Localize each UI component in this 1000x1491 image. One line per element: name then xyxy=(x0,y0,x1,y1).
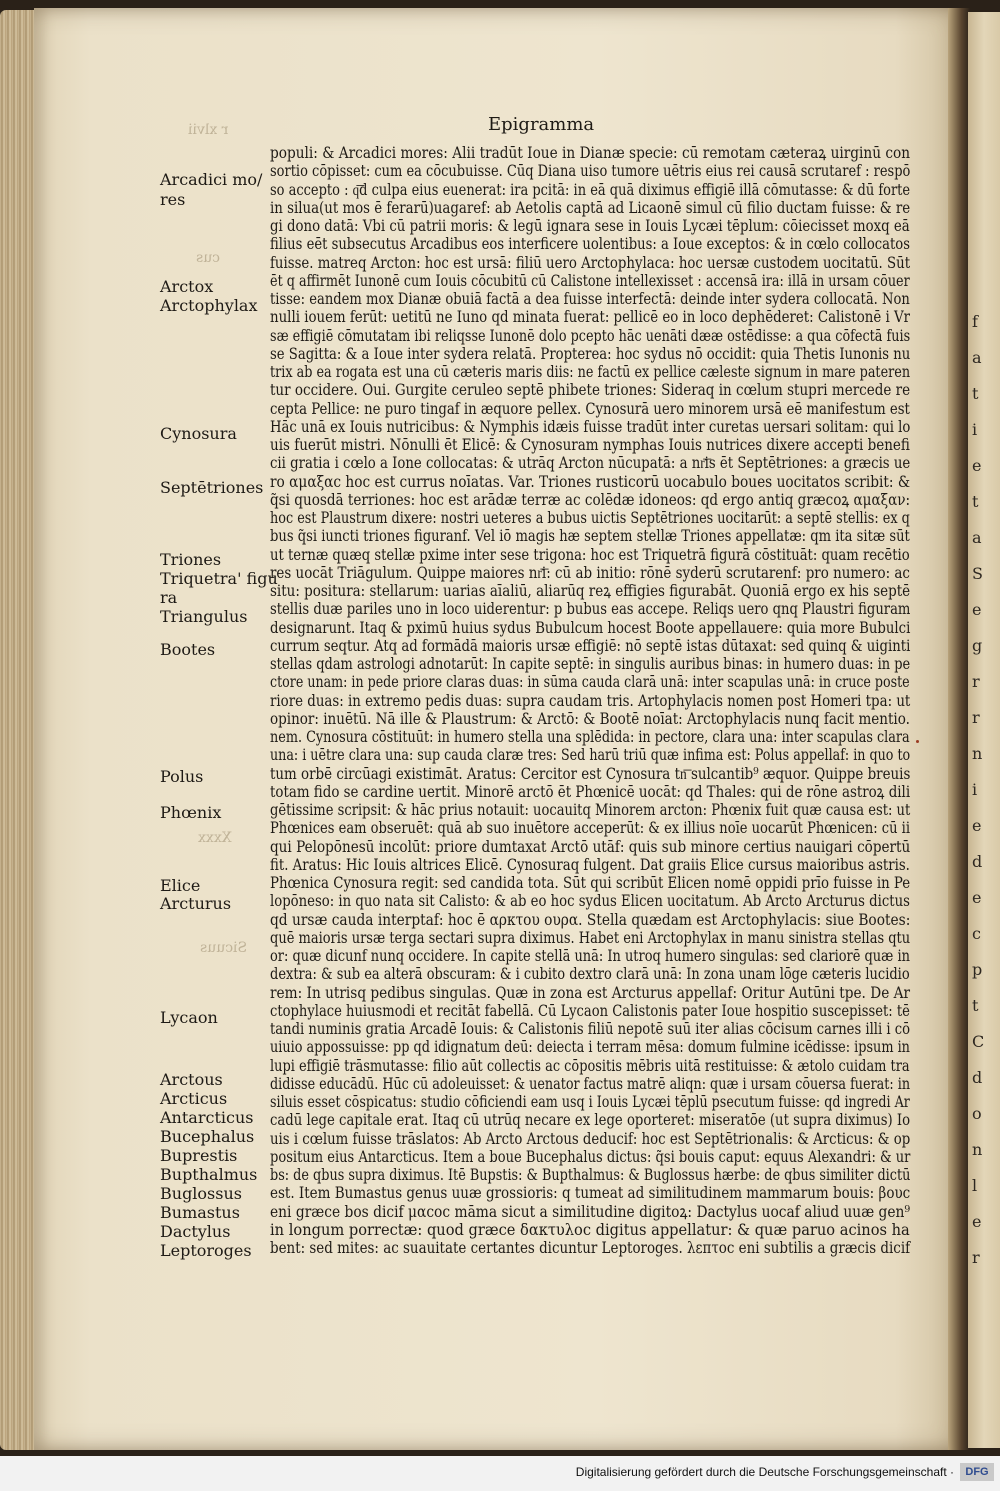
text-line: opinor: inuētū. Nā ille & Plaustrum: & Arctō: & Bootē noīat: Arctophylacis nunq facit mentio. xyxy=(270,708,910,728)
margin-note: Buprestis xyxy=(160,1146,238,1165)
text-line: qui Pelopōnesū incolūt: priore dumtaxat Arctō utāf: quis sub minore certius nauigari cōpertū xyxy=(270,836,911,856)
text-line: populi: & Arcadici mores: Alii tradūt Ioue in Dianæ specie: cū remotam cæteraꝝ uirginū con xyxy=(270,143,911,162)
text-line: totam fido se cardine uertit. Minorē arctō ēt Phœnicē uocāt: qd Thales: qui de rōne astroꝝ dili xyxy=(270,781,911,801)
text-line: tum orbē circūagi existimāt. Aratus: Cercitor est Cynosura tn͞ sulcantib⁹ æquor. Quippe breuis xyxy=(270,763,911,783)
margin-note: Leptoroges xyxy=(160,1241,252,1260)
right-page-fragment: n xyxy=(972,744,983,763)
margin-note: Dactylus xyxy=(160,1222,231,1241)
text-line: gētissime scripsit: & hāc prius notauit: uocauitq Minorem arcton: Phœnix fuit quæ causa est: ut xyxy=(270,800,911,819)
text-line: stellis duæ pariles uno in loco uiderentur: p bubus eas accepe. Reliqs uero qnq Plaustri figuram xyxy=(270,599,911,619)
right-page-fragment: e xyxy=(972,816,982,835)
margin-note: Antarcticus xyxy=(160,1108,254,1127)
text-line: nem. Cynosura cōstituūt: in humero stella una splēdida: in pectore, clara una: inter scapulas clara xyxy=(270,727,910,746)
text-line: in longum porrectæ: quod græce δακτυλοϲ digitus appellatur: & quæ paruo acinos ha xyxy=(270,1219,910,1239)
text-line: fit. Aratus: Hic Iouis altrices Elicē. Cynosuraq fulgent. Dat graiis Elice cursus maioribus astris. xyxy=(270,854,910,874)
right-page-fragment: r xyxy=(972,1248,980,1267)
text-line: ro αμαξαϲ hoc est currus noīatas. Var. Triones rusticorū uocabulo boues uocitatos scribit: & xyxy=(270,471,911,491)
text-line: cepta Pellice: ne puro tingaf in æquore pellex. Cynosurā uero minorem ursā eē manifestum est xyxy=(270,398,910,418)
right-page-edge xyxy=(968,12,1000,1448)
right-page-fragment: e xyxy=(972,888,982,907)
text-line: eni græce bos dicif μαϲοϲ māma sicut a similitudine digitoꝝ: Dactylus uocaf aliud uuæ gen⁹ xyxy=(270,1201,910,1221)
right-page-fragment: C xyxy=(972,1032,985,1051)
text-line: ctore unam: in pede priore claras duas: in sūma cauda clarā unā: inter scapulas unā: in cruce poste xyxy=(270,672,910,692)
text-line: lopōneso: in quo nata sit Calisto: & ab eo hoc sydus Elicen uocitatum. Ab Arcto Arcturus dictus xyxy=(270,891,910,911)
text-line: positum eius Antarcticus. Item a boue Bucephalus dictus: q̃si bouis caput: equus Alexandri: & ur xyxy=(270,1146,911,1166)
text-line: est. Item Bumastus genus uuæ grossioris: q tumeat ad similitudinem mammarum bouis: βουϲ xyxy=(270,1183,911,1203)
right-page-fragment: g xyxy=(972,636,983,655)
margin-note: Arcturus xyxy=(160,894,232,913)
margin-note: Polus xyxy=(160,767,204,786)
right-page-fragment: f xyxy=(972,312,978,331)
text-line: stellas qdam astrologi adnotarūt: In capite septē: in singulis auribus binas: in humero duas: in pe xyxy=(270,654,911,673)
text-line: cadū lege capitale erat. Itaq cū utrūq necare ex lege oporteret: miseratōe (ut supra diximus) Io xyxy=(270,1110,911,1130)
margin-note: Arctophylax xyxy=(160,296,258,315)
text-line: uiuio appossuisse: pp qd idignatum deū: deiecta i terram mēsa: domum fulmine icēdisse: ipsum in xyxy=(270,1037,910,1057)
margin-note: Phœnix xyxy=(160,803,222,822)
text-line: Phœnices eam obseruēt: quā ab suo inuētore acceperūt: & ex illius noīe uocarūt Phœnicen: cū ii xyxy=(270,818,911,838)
text-line: uis i cœlum fuisse trāslatos: Ab Arcto Arctous deducif: hoc est Septētrionalis: & Arcticus: & op xyxy=(270,1128,911,1148)
book-scan: f a t i e t a S e g r r n i e d e c p t C d o n l e r r xlvii cus Xxxx Sicuus Epigramma Arcadici mo/ res Arctox Arctophylax Cynosura Septētriones Triones Triquetra' figu ra Triangulus Bootes Polus Phœnix Elice Arcturus Lycaon Arctous Arcticus Antarcticus Bucephalus Buprestis Bupthalmus Buglossus Bumastus Dactylus Leptoroges populi: & Arcadici mores: Alii tradūt Ioue in Dianæ specie: cū remotam cæteraꝝ uirginū con sortio cōpisset: cum ea cōcubuisse. Cūq Diana uiso tumore uētris eius rei causā scrutaref : respō so accepto : q͞d culpa eius euenerat: ira pcitā: in eā quā diximus effigiē illā cōmutasse: & dū forte in silua(ut mos ē ferarū)uagaref: ab Aetolis captā ad Licaonē simul cū filio ductam fuisse: & re gi dono datā: Vbi cū patrii moris: & legū ignara sese in Iouis Lycæi tēplum: cōiecisset moxq eā filius eēt subsecutus Arcadibus eos interficere uolentibus: a Ioue exceptos: & in cœlo collocatos fuisse. matreq Arcton: hoc est ursā: filiū uero Arctophylaca: hoc uersæ custodem uocitatū. Sūt ēt q affirmēt Iunonē cum Iouis cōcubitū cū Calistone intellexisset : accensā ira: illā in ursam cōuer tisse: eandem mox Dianæ obuiā factā a dea fuisse interfectā: deinde inter sydera collocatā. Non nulli iouem ferūt: uetitū ne Iuno qd minata fuerat: pellicē eo in loco dephēderet: Calistonē i Vr sæ effigiē cōmutatam ibi reliqsse Iunonē dolo pcepto hāc uenāti dææ ostēdisse: a qua cōfectā fuis se Sagitta: & a Ioue inter sydera relatā. Propterea: hoc sydus nō occidit: quia Thetis Iunonis nu trix ab ea rogata est una cū cæteris maris diis: ne factū ex pellice cæleste signum in mare pateren tur occidere. Oui. Gurgite ceruleo septē phibete triones: Sideraq in cœlum stupri mercede re cepta Pellice: ne puro tingaf in æquore pellex. Cynosurā uero minorem ursā eē manifestum est Hāc unā ex Iouis nutricibus: & Nymphis idæis fuisse tradūt inter curetas uersari solitam: qui lo uis fuerūt mistri. Nōnulli ēt Elicē: & Cynosuram nymphas Iouis nutrices dixere accepti benefi cii gratia i cœlo a Ione collocatas: & utrāq Arcton nūcupatā: a nr͞is ēt Septētriones: a græcis ue ro αμαξαϲ hoc est currus noīatas. Var. Triones rusticorū uocabulo boues uocitatos scribit: & q̃si quosdā terriones: hoc est arādæ terræ ac colēdæ idoneos: qd ergo antiq græcoꝝ αμαξαν: hoc est Plaustrum dixere: nostri ueteres a bubus uictis Septētriones uocitarūt: a septē stellis: ex q bus q̃si iuncti triones figuranf. Vel iō magis hæ septem stellæ Triones appellatæ: qm ita sitæ sūt ut ternæ quæq stellæ pxime inter sese trigona: hoc est Triquetrā figurā cōstituāt: quam recētio res uocāt Triāgulum. Quippe maiores nr͞i: cū ab initio: rōnē syderū scrutarenf: pro numero: ac situ: positura: stellarum: uarias aīaliū, aliarūq reꝝ effigies figurabāt. Quoniā ergo ex his septē stellis duæ pariles uno in loco uiderentur: p bubus eas accepe. Reliqs uero qnq Plaustri figuram designarunt. Itaq & pximū huius sydus Bubulcum hocest Boote appellauere: quia more Bubulci currum seqtur. Atq ad formādā maioris ursæ effigiē: nō septē istas dūtaxat: sed quinq & uiginti stellas qdam astrologi adnotarūt: In capite septē: in singulis auribus binas: in humero duas: in pe ctore unam: in pede priore claras duas: in sūma cauda clarā unā: inter scapulas unā: in cruce poste riore duas: in extremo pedis duas: supra caudam tris. Artophylacis nomen post Homeri tpa: ut opinor: inuētū. Nā ille & Plaustrum: & Arctō: & Bootē noīat: Arctophylacis nunq facit mentio. nem. Cynosura cōstituūt: in humero stella una splēdida: in pectore, clara una: inter scapulas clara una: i uētre clara una: sup cauda claræ tres: Sed harū triū quæ infima est: Polus appellaf: in quo to tum orbē circūagi existimāt. Aratus: Cercitor est Cynosura tn͞ sulcantib⁹ æquor. Quippe breuis totam fido se cardine uertit. Minorē arctō ēt Phœnicē uocāt: qd Thales: qui de rōne astroꝝ dili gētissime scripsit: & hāc prius notauit: uocauitq Minorem arcton: Phœnix fuit quæ causa est: ut Phœnices eam obseruēt: quā ab suo inuētore acceperūt: & ex illius noīe uocarūt Phœnicen: cū ii qui Pelopōnesū incolūt: priore dumtaxat Arctō utāf: quis sub minore certius nauigari cōpertū fit. Aratus: Hic Iouis altrices Elicē. Cynosuraq fulgent. Dat graiis Elice cursus maioribus astris. Phœnica Cynosura regit: sed candida tota. Sūt qui scribūt Elicen nomē oppidi prīo fuisse in Pe lopōneso: in quo nata sit Calisto: & ab eo hoc sydus Elicen uocitatum. Ab Arcto Arcturus dictus qd ursæ cauda interptaf: hoc ē αρκτου ουρα. Stella quædam est Arctophylacis: siue Bootes: quē maioris ursæ terga sectari supra diximus. Habet eni Arctophylax in manu sinistra stellas qtu or: quæ dicunf nunq occidere. In capite stellā unā: In utroq humero singulas: sed clariorē quæ in dextra: & sub ea alterā obscuram: & i cubito dextro clarā unā: In zona unam lōge cæteris lucidio rem: In utrisq pedibus singulas. Quæ in zona est Arcturus appellaf: Oritur Autūni tpe. De Ar ctophylace huiusmodi et recitāt fabellā. Cū Lycaon Calistonis pater Ioue hospitio suscepisset: tē tandi numinis gratia Arcadē Iouis: & Calistonis filiū nepotē suū iter alias cōcisum carnes illi i cō uiuio appossuisse: pp qd idignatum deū: deiecta i terram mēsa: domum fulmine icēdisse: ipsum in lupi effigiē trāsmutasse: filio aūt collectis ac cōpositis mēbris uitā restituisse: & ætolo cuidam tra didisse educādū. Hūc cū adoleuisset: & uenator factus matrē aliqn: quæ i ursam cōuersa fuerat: in siluis esset cōspicatus: studio cōficiendi eam usq i Iouis Lycæi tēplū psecutum fuisse: qd ingredi Ar cadū lege capitale erat. Itaq cū utrūq necare ex lege oporteret: miseratōe (ut supra diximus) Io uis i cœlum fuisse trāslatos: Ab Arcto Arctous deducif: hoc est Septētrionalis: & Arcticus: & op positum eius Antarcticus. Item a boue Bucephalus dictus: q̃si bouis caput: equus Alexandri: & ur bs: de qbus supra diximus. Itē Bupstis: & Bupthalmus: & Buglossus hærbe: de qbus similiter dictū est. Item Bumastus genus uuæ grossioris: q tumeat ad similitudinem mammarum bouis: βουϲ eni græce bos dicif μαϲοϲ māma sicut a similitudine digitoꝝ: Dactylus uocaf aliud uuæ gen⁹ in longum porrectæ: quod græce δακτυλοϲ digitus appellatur: & quæ paruo acinos ha bent: sed mites: ac suauitate certantes dicuntur Leptoroges. λεπτοϲ eni subtilis a græcis dicif xyxy=(0,0,1000,1456)
right-page-fragment: i xyxy=(972,420,978,439)
margin-note: res xyxy=(160,190,186,209)
text-line: quē maioris ursæ terga sectari supra diximus. Habet eni Arctophylax in manu sinistra stellas qtu xyxy=(270,927,911,947)
text-line: fuisse. matreq Arcton: hoc est ursā: filiū uero Arctophylaca: hoc uersæ custodem uocitatū. Sūt xyxy=(270,252,911,272)
footer-bar xyxy=(0,1456,1000,1491)
text-line: ut ternæ quæq stellæ pxime inter sese trigona: hoc est Triquetrā figurā cōstituāt: quam recētio xyxy=(270,544,910,564)
text-line: currum seqtur. Atq ad formādā maioris ursæ effigiē: nō septē istas dūtaxat: sed quinq & uiginti xyxy=(270,635,911,655)
right-page-fragment: t xyxy=(972,492,979,511)
margin-note: Bootes xyxy=(160,640,216,659)
text-line: trix ab ea rogata est una cū cæteris maris diis: ne factū ex pellice cæleste signum in mare pateren xyxy=(270,362,911,381)
right-page-fragment: i xyxy=(972,780,978,799)
right-page-fragment: p xyxy=(972,960,983,979)
text-line: didisse educādū. Hūc cū adoleuisset: & uenator factus matrē aliqn: quæ i ursam cōuersa fuerat: in xyxy=(270,1073,911,1093)
right-page-fragment: r xyxy=(972,672,980,691)
text-line: bs: de qbus supra diximus. Itē Bupstis: & Bupthalmus: & Buglossus hærbe: de qbus similiter dictū xyxy=(270,1165,911,1184)
text-line: siluis esset cōspicatus: studio cōficiendi eam usq i Iouis Lycæi tēplū psecutum fuisse: qd ingredi Ar xyxy=(270,1092,910,1111)
margin-note: Elice xyxy=(160,876,201,895)
margin-note: Arcticus xyxy=(160,1089,228,1108)
text-line: ēt q affirmēt Iunonē cum Iouis cōcubitū cū Calistone intellexisset : accensā ira: illā in ursam cōuer xyxy=(270,270,910,290)
text-line: lupi effigiē trāsmutasse: filio aūt collectis ac cōpositis mēbris uitā restituisse: & ætolo cuidam tra xyxy=(270,1055,910,1075)
right-page-fragment: e xyxy=(972,456,982,475)
text-line: designarunt. Itaq & pximū huius sydus Bubulcum hocest Boote appellauere: quia more Bubulci xyxy=(270,617,911,637)
right-page-fragment: e xyxy=(972,1212,982,1231)
text-line: nulli iouem ferūt: uetitū ne Iuno qd minata fuerat: pellicē eo in loco dephēderet: Calistonē i Vr xyxy=(270,307,910,327)
margin-note: Bupthalmus xyxy=(160,1165,258,1184)
text-line: dextra: & sub ea alterā obscuram: & i cubito dextro clarā unā: In zona unam lōge cæteris lucidio xyxy=(270,964,910,984)
text-line: in silua(ut mos ē ferarū)uagaref: ab Aetolis captā ad Licaonē simul cū filio ductam fuisse: & re xyxy=(270,197,911,217)
right-page-fragment: S xyxy=(972,564,983,583)
right-page-fragment: o xyxy=(972,1104,982,1123)
text-line: ctophylace huiusmodi et recitāt fabellā. Cū Lycaon Calistonis pater Ioue hospitio suscepisset: tē xyxy=(270,1000,910,1020)
text-line: qd ursæ cauda interptaf: hoc ē αρκτου ουρα. Stella quædam est Arctophylacis: siue Bootes: xyxy=(270,909,911,929)
margin-note: Cynosura xyxy=(160,424,237,443)
right-page-fragment: l xyxy=(972,1176,978,1195)
right-page-fragment: t xyxy=(972,384,979,403)
margin-note: Triquetra' figu xyxy=(160,569,278,588)
text-line: una: i uētre clara una: sup cauda claræ tres: Sed harū triū quæ infima est: Polus appellaf: in quo to xyxy=(270,745,911,765)
text-line: filius eēt subsecutus Arcadibus eos interficere uolentibus: a Ioue exceptos: & in cœlo collocatos xyxy=(270,234,910,254)
funding-credit: Digitalisierung gefördert durch die Deutsche Forschungsgemeinschaft · xyxy=(575,1465,954,1479)
book-gutter xyxy=(948,8,970,1450)
text-line: sæ effigiē cōmutatam ibi reliqsse Iunonē dolo pcepto hāc uenāti dææ ostēdisse: a qua cōfectā fuis xyxy=(270,325,911,345)
right-page-fragment: c xyxy=(972,924,981,943)
margin-note: Lycaon xyxy=(160,1008,218,1027)
text-line: tandi numinis gratia Arcadē Iouis: & Calistonis filiū nepotē suū iter alias cōcisum carnes illi i cō xyxy=(270,1019,911,1038)
text-line: so accepto : q͞d culpa eius euenerat: ira pcitā: in eā quā diximus effigiē illā cōmutasse: & dū forte xyxy=(270,179,911,199)
text-line: cii gratia i cœlo a Ione collocatas: & utrāq Arcton nūcupatā: a nr͞is ēt Septētriones: a græcis ue xyxy=(270,453,911,473)
text-line: res uocāt Triāgulum. Quippe maiores nr͞i: cū ab initio: rōnē syderū scrutarenf: pro numero: ac xyxy=(270,562,910,582)
text-line: q̃si quosdā terriones: hoc est arādæ terræ ac colēdæ idoneos: qd ergo antiq græcoꝝ αμαξαν: xyxy=(270,489,911,509)
right-page-fragment: d xyxy=(972,1068,983,1087)
right-page-fragment: a xyxy=(972,348,982,367)
text-line: uis fuerūt mistri. Nōnulli ēt Elicē: & Cynosuram nymphas Iouis nutrices dixere accepti benefi xyxy=(270,435,910,454)
margin-note: Arctox xyxy=(160,277,214,296)
right-page-fragment: a xyxy=(972,528,982,547)
text-line: Phœnica Cynosura regit: sed candida tota. Sūt qui scribūt Elicen nomē oppidi prīo fuisse in Pe xyxy=(270,873,911,892)
text-line: hoc est Plaustrum dixere: nostri ueteres a bubus uictis Septētriones uocitarūt: a septē stellis: ex q xyxy=(270,508,910,527)
margin-note: Bucephalus xyxy=(160,1127,255,1146)
text-line: rem: In utrisq pedibus singulas. Quæ in zona est Arcturus appellaf: Oritur Autūni tpe. De Ar xyxy=(270,982,911,1002)
right-page-fragment: t xyxy=(972,996,979,1015)
margin-note: ra xyxy=(160,588,178,607)
right-page-fragment: d xyxy=(972,852,983,871)
text-line: riore duas: in extremo pedis duas: supra caudam tris. Artophylacis nomen post Homeri tpa: ut xyxy=(270,690,911,710)
margin-note: Arcadici mo/ xyxy=(160,170,263,189)
margin-note: Septētriones xyxy=(160,478,264,497)
right-page-fragment: r xyxy=(972,708,980,727)
text-line: tur occidere. Oui. Gurgite ceruleo septē phibete triones: Sideraq in cœlum stupri mercede re xyxy=(270,380,911,400)
text-line: situ: positura: stellarum: uarias aīaliū, aliarūq reꝝ effigies figurabāt. Quoniā ergo ex his septē xyxy=(270,581,911,600)
margin-note: Buglossus xyxy=(160,1184,242,1203)
text-line: Hāc unā ex Iouis nutricibus: & Nymphis idæis fuisse tradūt inter curetas uersari solitam: qui lo xyxy=(270,416,911,436)
margin-note: Triones xyxy=(160,550,222,569)
right-page-fragment: e xyxy=(972,600,982,619)
text-line: bent: sed mites: ac suauitate certantes dicuntur Leptoroges. λεπτοϲ eni subtilis a græcis dicif xyxy=(270,1238,911,1257)
text-line: sortio cōpisset: cum ea cōcubuisse. Cūq Diana uiso tumore uētris eius rei causā scrutaref : respō xyxy=(270,161,911,181)
margin-note: Bumastus xyxy=(160,1203,240,1222)
text-line: se Sagitta: & a Ioue inter sydera relatā. Propterea: hoc sydus nō occidit: quia Thetis Iunonis nu xyxy=(270,343,911,363)
text-line: bus q̃si iuncti triones figuranf. Vel iō magis hæ septem stellæ Triones appellatæ: qm ita sitæ sūt xyxy=(270,526,910,546)
right-page-fragment: n xyxy=(972,1140,983,1159)
dfg-logo: DFG xyxy=(960,1463,994,1481)
text-line: or: quæ dicunf nunq occidere. In capite stellā unā: In utroq humero singulas: sed clariorē quæ in xyxy=(270,946,910,965)
text-line: tisse: eandem mox Dianæ obuiā factā a dea fuisse interfectā: deinde inter sydera collocatā. Non xyxy=(270,289,910,308)
margin-note: Triangulus xyxy=(160,607,248,626)
running-head: Epigramma xyxy=(488,114,595,135)
text-line: gi dono datā: Vbi cū patrii moris: & legū ignara sese in Iouis Lycæi tēplum: cōiecisset moxq eā xyxy=(270,216,910,235)
margin-note: Arctous xyxy=(160,1070,223,1089)
ink-spot xyxy=(916,740,919,743)
